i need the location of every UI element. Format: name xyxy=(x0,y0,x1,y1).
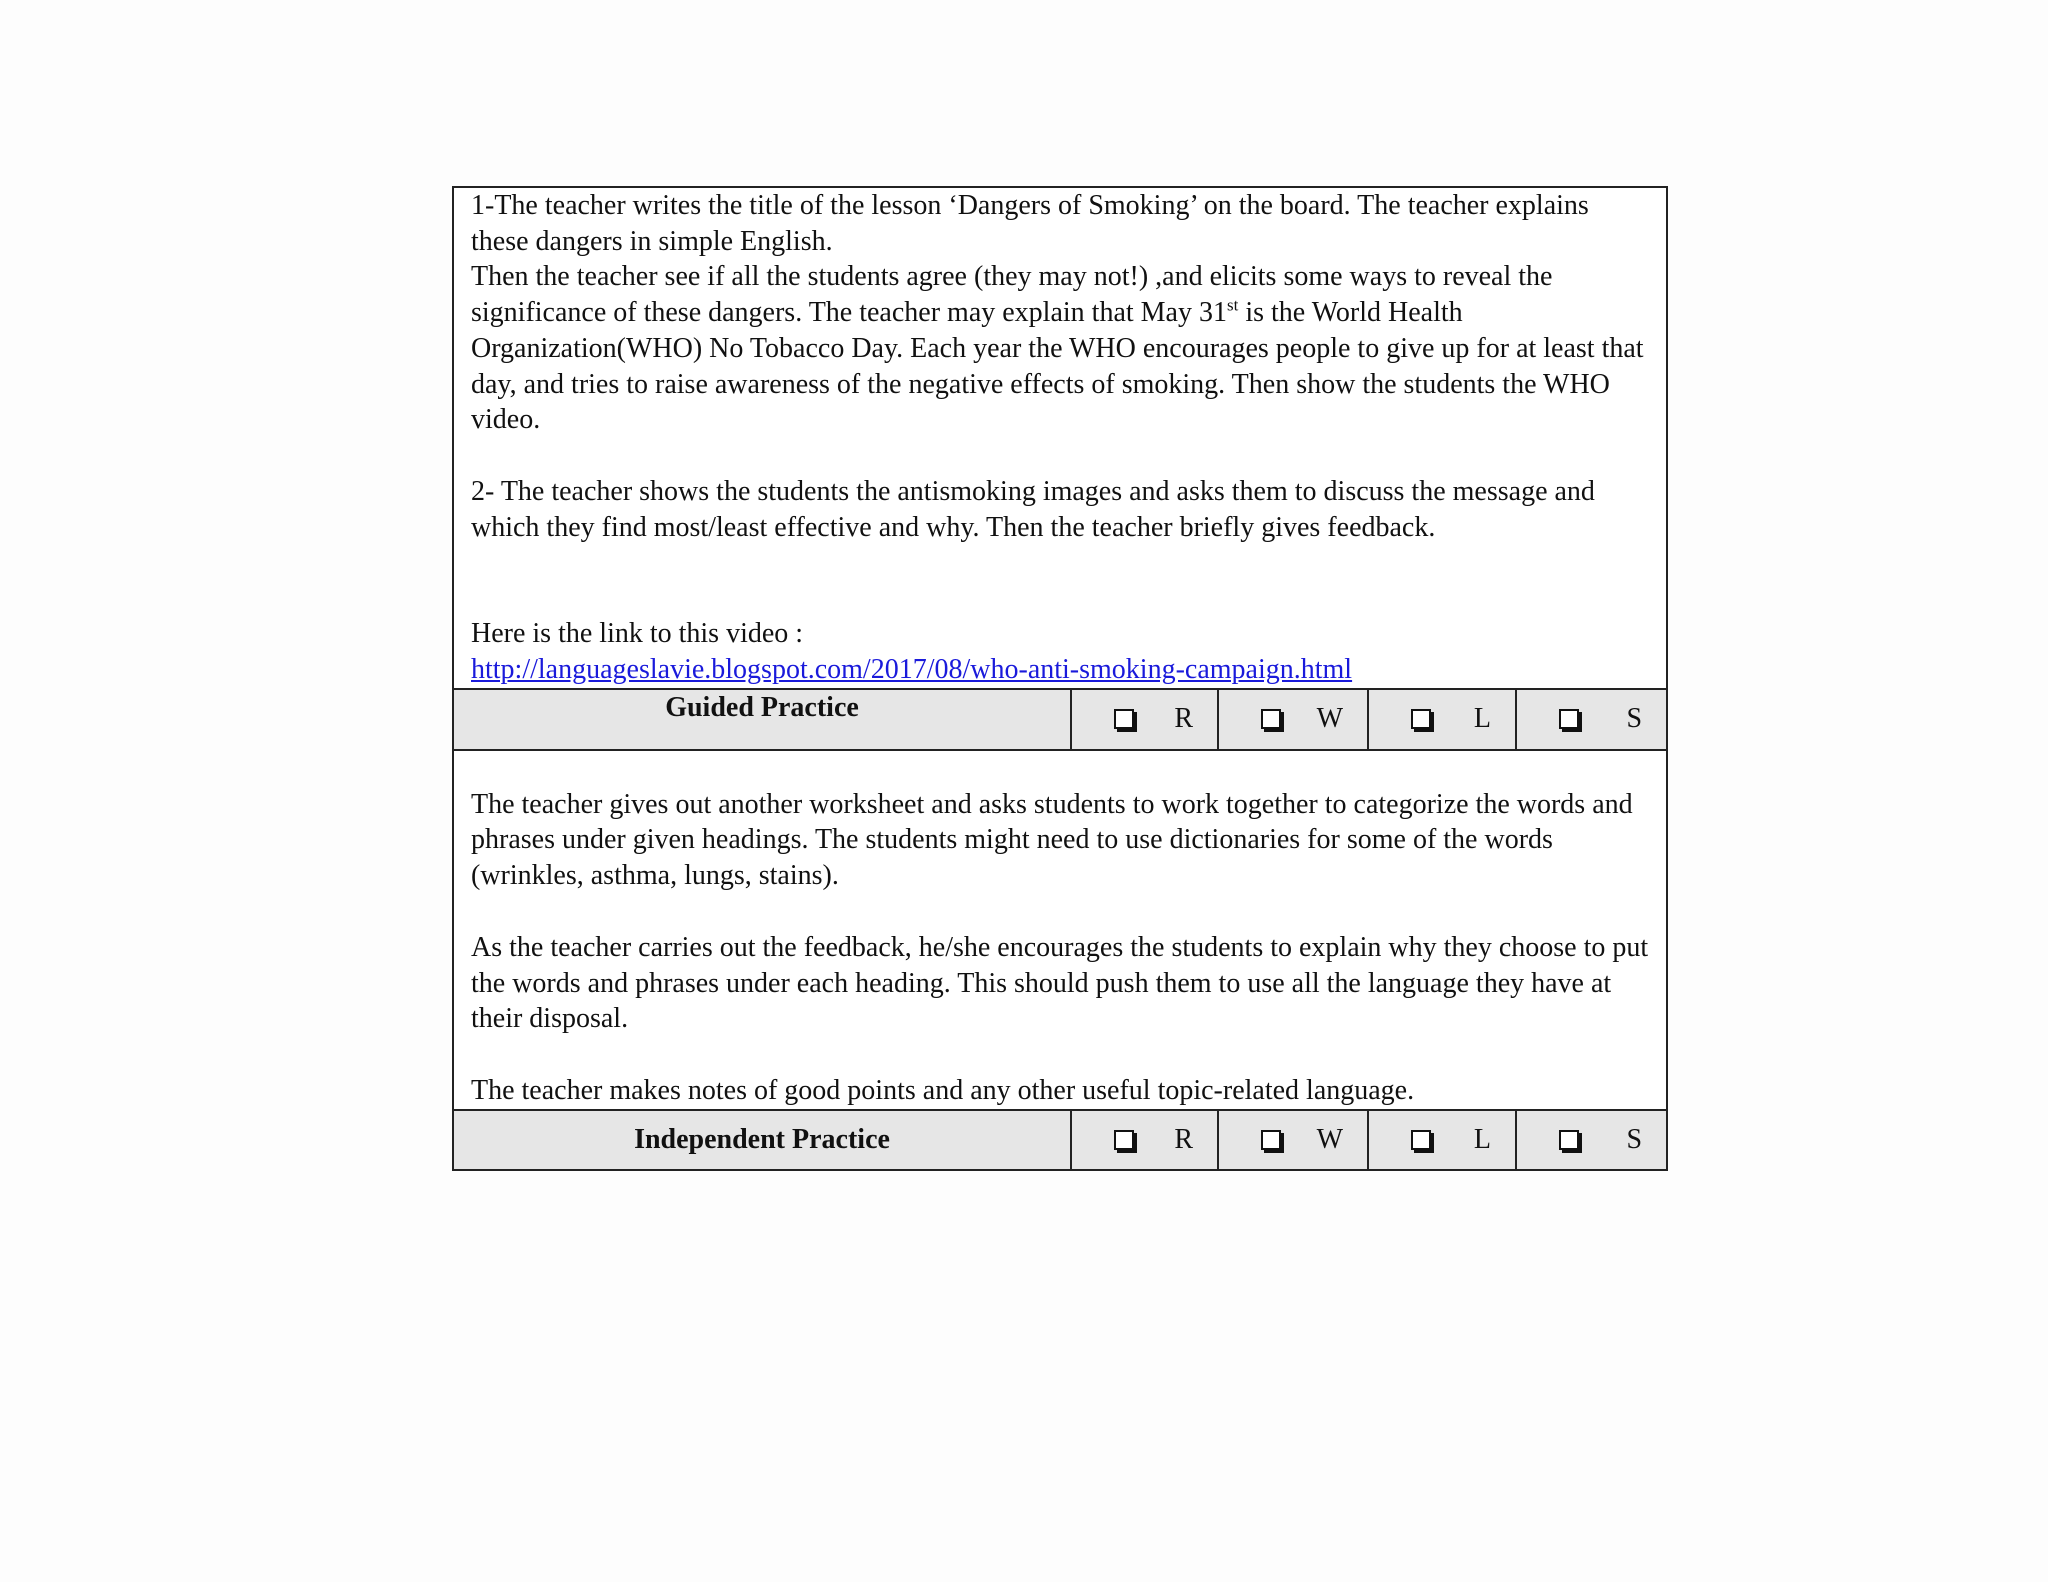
step-1-intro: 1-The teacher writes the title of the lesson ‘Dangers of Smoking’ on the board. The teacher explains these dangers in simple English. xyxy=(471,190,1589,257)
checkbox-icon[interactable] xyxy=(1261,1130,1281,1150)
skill-speaking xyxy=(1516,689,1667,750)
skill-listening xyxy=(1368,1110,1516,1170)
skill-reading xyxy=(1071,1110,1218,1170)
lesson-plan-table xyxy=(452,186,1668,1171)
skill-letter: L xyxy=(1473,1123,1491,1155)
checkbox-icon[interactable] xyxy=(1114,709,1134,729)
skill-letter: W xyxy=(1316,703,1343,735)
skill-letter: W xyxy=(1316,1123,1343,1155)
video-link[interactable]: http://languageslavie.blogspot.com/2017/08/who-anti-smoking-campaign.html xyxy=(471,654,1353,686)
skill-writing xyxy=(1218,1110,1368,1170)
step-1-detail xyxy=(471,259,1650,438)
skill-letter: R xyxy=(1174,703,1193,735)
independent-practice-label: Independent Practice xyxy=(453,1110,1071,1170)
skill-listening xyxy=(1368,689,1516,750)
checkbox-icon[interactable] xyxy=(1559,1130,1579,1150)
skill-writing xyxy=(1218,689,1368,750)
guided-para-2: As the teacher carries out the feedback, he/she encourages the students to explain why they choose to put the words and phrases under each heading. This should push them to use all the language they have at their disposal. xyxy=(471,931,1649,1035)
guided-practice-content-row xyxy=(453,750,1667,1110)
checkbox-icon[interactable] xyxy=(1411,1130,1431,1150)
skill-reading xyxy=(1071,689,1218,750)
checkbox-icon[interactable] xyxy=(1261,709,1281,729)
intro-content xyxy=(453,187,1667,689)
guided-practice-header-row xyxy=(453,689,1667,750)
guided-para-3: The teacher makes notes of good points and any other useful topic-related language. xyxy=(471,1074,1415,1106)
checkbox-icon[interactable] xyxy=(1114,1130,1134,1150)
skill-letter: S xyxy=(1626,703,1643,735)
skill-letter: R xyxy=(1174,1123,1193,1155)
checkbox-icon[interactable] xyxy=(1411,709,1431,729)
step-1-detail-text-cont: is the World Health Organization(WHO) No Tobacco Day. Each year the WHO encourages people to give up for at least that day, and tries to raise awareness of the negative effects of smoking. Then show the students the WHO video. xyxy=(471,297,1644,436)
guided-practice-content xyxy=(453,750,1667,1110)
video-link-line xyxy=(471,652,1650,688)
skill-letter: L xyxy=(1473,703,1491,735)
skill-letter: S xyxy=(1626,1123,1643,1155)
independent-practice-header-row xyxy=(453,1110,1667,1170)
link-intro: Here is the link to this video : xyxy=(471,618,804,650)
checkbox-icon[interactable] xyxy=(1559,709,1579,729)
step-1-detail-text: Then the teacher see if all the students agree (they may not!) ,and elicits some ways to reveal the significance of these dangers. The teacher may explain that May 31 xyxy=(471,261,1553,329)
step-2: 2- The teacher shows the students the antismoking images and asks them to discuss the message and which they find most/least effective and why. Then the teacher briefly gives feedback. xyxy=(471,475,1595,543)
guided-para-1: The teacher gives out another worksheet and asks students to work together to categorize the words and phrases under given headings. The students might need to use dictionaries for some of the words (wrinkles, asthma, lungs, stains). xyxy=(471,788,1633,892)
ordinal-suffix: st xyxy=(1226,295,1239,315)
skill-speaking xyxy=(1516,1110,1667,1170)
intro-row xyxy=(453,187,1667,689)
guided-practice-label: Guided Practice xyxy=(453,689,1071,750)
